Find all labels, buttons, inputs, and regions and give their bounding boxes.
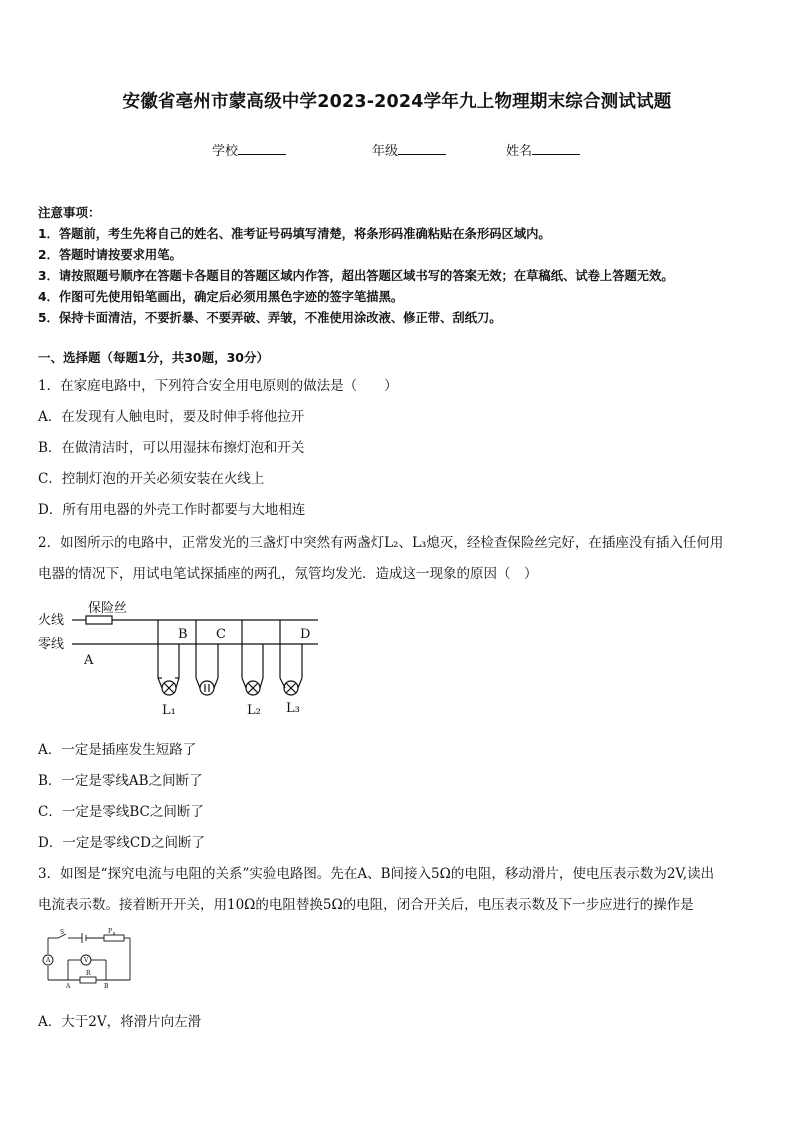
note-item: 1．答题前，考生先将自己的姓名、准考证号码填写清楚，将条形码准确粘贴在条形码区域内。 xyxy=(38,227,551,241)
question-2-option-b: B．一定是零线AB之间断了 xyxy=(38,773,203,789)
resistor-r-symbol xyxy=(80,977,96,983)
note-item: 3．请按照题号顺序在答题卡各题目的答题区域内作答，超出答题区域书写的答案无效；在草稿纸、试卷上答题无效。 xyxy=(38,269,674,283)
section-heading: 一、选择题（每题1分，共30题，30分） xyxy=(38,350,269,365)
switch-s-label: S xyxy=(60,929,65,936)
school-field xyxy=(212,140,286,159)
resistance-experiment-circuit xyxy=(38,928,138,990)
question-2-stem-line-2: 电器的情况下，用试电笔试探插座的两孔，氖管均发光．造成这一现象的原因（ ） xyxy=(38,566,538,582)
point-b-label: B xyxy=(104,983,109,990)
point-b-label: B xyxy=(178,627,188,642)
name-field xyxy=(506,140,580,159)
voltmeter-label: V xyxy=(84,957,89,964)
point-d-label: D xyxy=(300,627,311,642)
grade-field xyxy=(372,140,446,159)
question-1-option-c: C．控制灯泡的开关必须安装在火线上 xyxy=(38,471,265,487)
rheostat-symbol xyxy=(104,935,124,941)
note-item: 4．作图可先使用铅笔画出，确定后必须用黑色字迹的签字笔描黑。 xyxy=(38,290,404,304)
question-1-stem: 1．在家庭电路中，下列符合安全用电原则的做法是（ ） xyxy=(38,378,398,394)
question-3-stem-line-2: 电流表示数。接着断开开关，用10Ω的电阻替换5Ω的电阻，闭合开关后，电压表示数及下一步应进行的操作是 xyxy=(38,897,694,913)
question-2-option-c: C．一定是零线BC之间断了 xyxy=(38,804,204,820)
school-label: 学校 xyxy=(212,144,239,159)
point-a-label: A xyxy=(84,653,94,668)
slider-p-label: P xyxy=(108,928,113,935)
neutral-wire-label: 零线 xyxy=(38,637,65,652)
fuse-symbol xyxy=(86,616,112,624)
question-1-option-d: D．所有用电器的外壳工作时都要与大地相连 xyxy=(38,502,306,518)
ammeter-label: A xyxy=(46,957,51,964)
household-circuit-diagram xyxy=(36,598,326,720)
question-3-stem-line-1: 3．如图是“探究电流与电阻的关系”实验电路图。先在A、B间接入5Ω的电阻，移动滑片，使电压表示数为2V,读出 xyxy=(38,866,715,882)
lamp-l3-label: L₃ xyxy=(286,701,300,716)
lamp-l1-label: L₁ xyxy=(162,703,176,718)
name-blank xyxy=(532,144,580,155)
notes-heading: 注意事项： xyxy=(38,205,101,220)
school-blank xyxy=(238,144,286,155)
socket-icon xyxy=(200,681,214,695)
point-a-label: A xyxy=(66,983,71,990)
live-wire-label: 火线 xyxy=(38,613,65,628)
fuse-label: 保险丝 xyxy=(88,601,128,616)
lamp-l2-label: L₂ xyxy=(247,703,261,718)
question-2-option-a: A．一定是插座发生短路了 xyxy=(38,742,197,758)
question-1-option-b: B．在做清洁时，可以用湿抹布擦灯泡和开关 xyxy=(38,440,305,456)
point-c-label: C xyxy=(216,627,226,642)
page-title: 安徽省亳州市蒙高级中学2023-2024学年九上物理期末综合测试试题 xyxy=(122,92,672,112)
question-2-option-d: D．一定是零线CD之间断了 xyxy=(38,835,205,851)
name-label: 姓名 xyxy=(506,144,533,159)
question-1-option-a: A．在发现有人触电时，要及时伸手将他拉开 xyxy=(38,409,305,425)
question-2-stem-line-1: 2．如图所示的电路中，正常发光的三盏灯中突然有两盏灯L₂、L₃熄灭，经检查保险丝完好，在插座没有插入任何用 xyxy=(38,535,724,551)
grade-blank xyxy=(398,144,446,155)
question-3-option-a: A．大于2V，将滑片向左滑 xyxy=(38,1014,202,1030)
grade-label: 年级 xyxy=(372,144,399,159)
note-item: 5．保持卡面清洁，不要折暴、不要弄破、弄皱，不准使用涂改液、修正带、刮纸刀。 xyxy=(38,311,502,325)
resistor-r-label: R xyxy=(86,970,91,977)
note-item: 2．答题时请按要求用笔。 xyxy=(38,248,182,262)
